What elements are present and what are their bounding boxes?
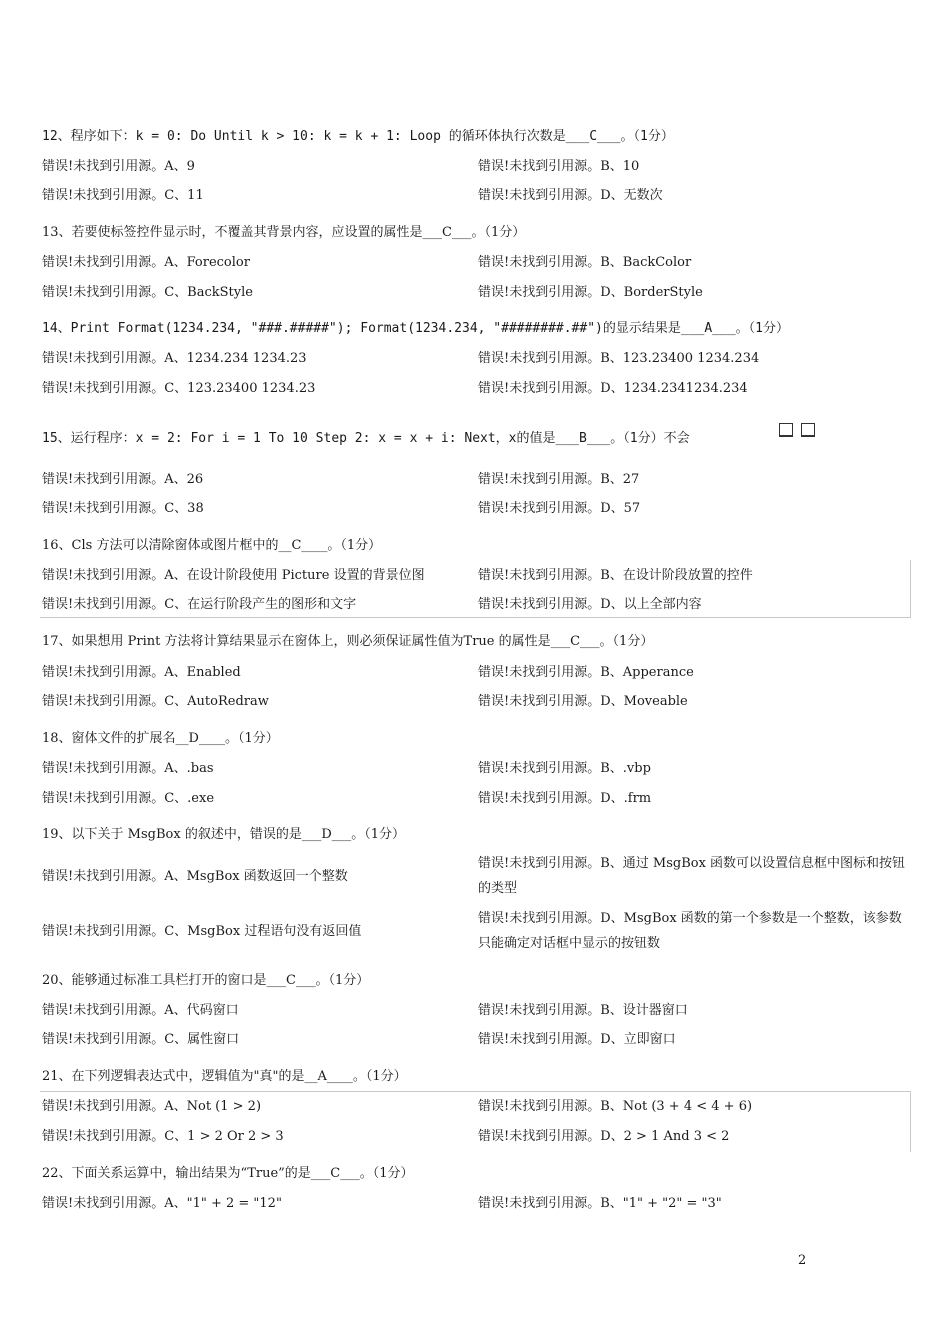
question-16-option-d: 错误!未找到引用源。D、以上全部内容 [478,597,702,612]
question-17-option-c: 错误!未找到引用源。C、AutoRedraw [42,694,269,709]
question-22-stem: 22、下面关系运算中，输出结果为“True”的是___C___。（1分） [42,1166,414,1181]
question-21-option-c: 错误!未找到引用源。C、1 > 2 Or 2 > 3 [42,1129,284,1144]
page-number: 2 [798,1253,807,1268]
question-12-option-c: 错误!未找到引用源。C、11 [42,188,204,203]
question-20-stem: 20、能够通过标准工具栏打开的窗口是___C___。（1分） [42,973,370,988]
question-19-option-b: 错误!未找到引用源。B、通过 MsgBox 函数可以设置信息框中图标和按钮的类型 [478,856,906,896]
question-18-option-b: 错误!未找到引用源。B、.vbp [478,761,651,776]
question-14-option-c: 错误!未找到引用源。C、123.23400 1234.23 [42,381,316,396]
question-12-option-b: 错误!未找到引用源。B、10 [478,159,640,174]
question-21-option-a: 错误!未找到引用源。A、Not (1 > 2) [42,1099,262,1114]
question-13-option-c: 错误!未找到引用源。C、BackStyle [42,285,253,300]
question-14-option-a: 错误!未找到引用源。A、1234.234 1234.23 [42,351,307,366]
question-17-option-d: 错误!未找到引用源。D、Moveable [478,694,688,709]
question-14-option-d: 错误!未找到引用源。D、1234.2341234.234 [478,381,748,396]
question-22-option-b: 错误!未找到引用源。B、"1" + "2" = "3" [478,1196,722,1211]
question-18-option-d: 错误!未找到引用源。D、.frm [478,791,652,806]
comment-mark-icon [779,423,793,437]
question-13-stem: 13、若要使标签控件显示时，不覆盖其背景内容，应设置的属性是___C___。（1分） [42,225,526,240]
question-16-option-a: 错误!未找到引用源。A、在设计阶段使用 Picture 设置的背景位图 [42,568,425,583]
question-21-stem: 21、在下列逻辑表达式中，逻辑值为"真"的是__A____。（1分） [42,1069,407,1084]
question-18-stem: 18、窗体文件的扩展名__D____。（1分） [42,731,279,746]
question-15-option-a: 错误!未找到引用源。A、26 [42,472,204,487]
question-20-option-a: 错误!未找到引用源。A、代码窗口 [42,1003,239,1018]
question-19-option-a: 错误!未找到引用源。A、MsgBox 函数返回一个整数 [42,869,348,884]
question-20-option-b: 错误!未找到引用源。B、设计器窗口 [478,1003,688,1018]
question-18-option-a: 错误!未找到引用源。A、.bas [42,761,214,776]
question-13-option-d: 错误!未找到引用源。D、BorderStyle [478,285,703,300]
question-20-option-c: 错误!未找到引用源。C、属性窗口 [42,1032,240,1047]
question-14-option-b: 错误!未找到引用源。B、123.23400 1234.234 [478,351,760,366]
question-20-option-d: 错误!未找到引用源。D、立即窗口 [478,1032,676,1047]
question-17-option-b: 错误!未找到引用源。B、Apperance [478,665,694,680]
question-19-stem: 19、以下关于 MsgBox 的叙述中，错误的是___D___。（1分） [42,827,406,842]
question-16-option-b: 错误!未找到引用源。B、在设计阶段放置的控件 [478,568,753,583]
question-15-option-d: 错误!未找到引用源。D、57 [478,501,641,516]
question-12-option-d: 错误!未找到引用源。D、无数次 [478,188,663,203]
question-16-stem: 16、Cls 方法可以清除窗体或图片框中的__C____。（1分） [42,538,382,553]
comment-mark-icon [801,423,815,437]
question-19-option-c: 错误!未找到引用源。C、MsgBox 过程语句没有返回值 [42,924,362,939]
question-16-option-c: 错误!未找到引用源。C、在运行阶段产生的图形和文字 [42,597,357,612]
question-17-stem: 17、如果想用 Print 方法将计算结果显示在窗体上，则必须保证属性值为True 的属性是___C___。（1分） [42,634,654,649]
question-21-option-d: 错误!未找到引用源。D、2 > 1 And 3 < 2 [478,1129,730,1144]
question-14-stem: 14、Print Format(1234.234, "###.#####"); Format(1234.234, "########.##")的显示结果是___A___。（1分） [42,321,789,336]
question-22-option-a: 错误!未找到引用源。A、"1" + 2 = "12" [42,1196,282,1211]
question-12-stem: 12、程序如下：k = 0: Do Until k > 10: k = k + 1: Loop 的循环体执行次数是___C___。（1分） [42,129,674,144]
question-19-option-d: 错误!未找到引用源。D、MsgBox 函数的第一个参数是一个整数，该参数只能确定对话框中显示的按钮数 [478,911,902,951]
question-17-option-a: 错误!未找到引用源。A、Enabled [42,665,241,680]
question-18-option-c: 错误!未找到引用源。C、.exe [42,791,215,806]
question-15-option-b: 错误!未找到引用源。B、27 [478,472,640,487]
question-15-option-c: 错误!未找到引用源。C、38 [42,501,204,516]
question-13-option-a: 错误!未找到引用源。A、Forecolor [42,255,250,270]
question-13-option-b: 错误!未找到引用源。B、BackColor [478,255,692,270]
question-15-stem: 15、运行程序：x = 2: For i = 1 To 10 Step 2: x = x + i: Next，x的值是___B___。（1分）不会 [42,431,690,446]
question-12-option-a: 错误!未找到引用源。A、9 [42,159,195,174]
question-21-option-b: 错误!未找到引用源。B、Not (3 + 4 < 4 + 6) [478,1099,753,1114]
